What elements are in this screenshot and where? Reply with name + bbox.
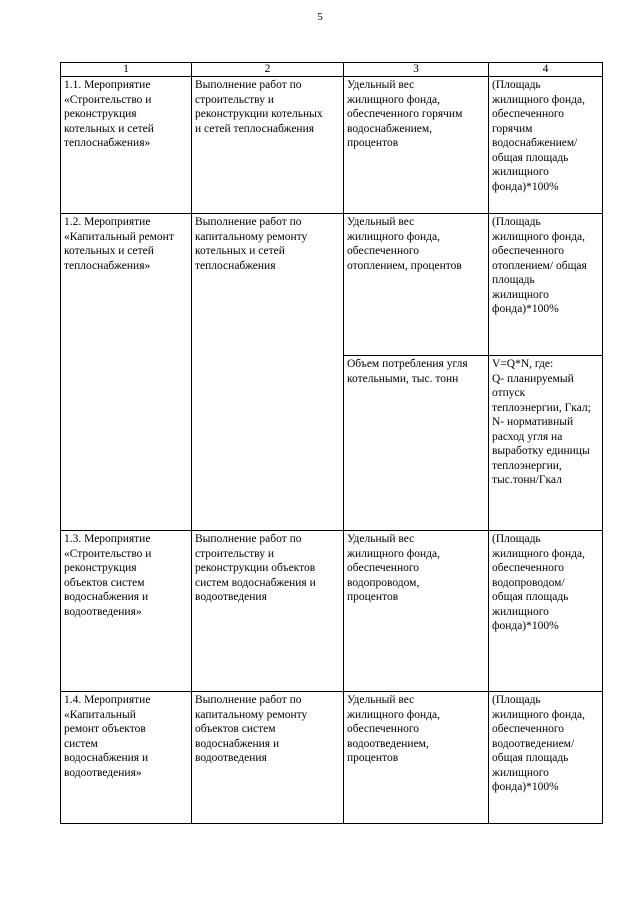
table-row [61,77,603,214]
measure-cell: 1.3. Мероприятие «Строительство и реконструкция объектов систем водоснабжения и водоотведения» [61,531,192,692]
indicator-cell: Удельный вес жилищного фонда, обеспеченного отоплением, процентов [344,214,489,356]
measure-cell: 1.4. Мероприятие «Капитальный ремонт объектов систем водоснабжения и водоотведения» [61,692,192,824]
indicator-cell: Удельный вес жилищного фонда, обеспеченного водопроводом, процентов [344,531,489,692]
column-header-1: 1 [61,63,192,77]
formula-cell: (Площадь жилищного фонда, обеспеченного водоотведением/ общая площадь жилищного фонда)*100% [489,692,603,824]
table-row [61,214,603,356]
table-header-row [61,63,603,77]
formula-cell: (Площадь жилищного фонда, обеспеченного горячим водоснабжением/ общая площадь жилищного фонда)*100% [489,77,603,214]
work-cell: Выполнение работ по капитальному ремонту объектов систем водоснабжения и водоотведения [192,692,344,824]
indicator-cell: Объем потребления угля котельными, тыс. тонн [344,356,489,531]
column-header-4: 4 [489,63,603,77]
indicator-cell: Удельный вес жилищного фонда, обеспеченного горячим водоснабжением, процентов [344,77,489,214]
indicator-cell: Удельный вес жилищного фонда, обеспеченного водоотведением, процентов [344,692,489,824]
page-number: 5 [317,11,323,23]
column-header-2: 2 [192,63,344,77]
measure-cell: 1.2. Мероприятие «Капитальный ремонт котельных и сетей теплоснабжения» [61,214,192,531]
column-header-3: 3 [344,63,489,77]
formula-cell: V=Q*N, где: Q- планируемый отпуск теплоэнергии, Гкал; N- нормативный расход угля на выработку единицы теплоэнергии, тыс.тонн/Гкал [489,356,603,531]
formula-cell: (Площадь жилищного фонда, обеспеченного отоплением/ общая площадь жилищного фонда)*100% [489,214,603,356]
work-cell: Выполнение работ по капитальному ремонту котельных и сетей теплоснабжения [192,214,344,531]
work-cell: Выполнение работ по строительству и реконструкции котельных и сетей теплоснабжения [192,77,344,214]
measures-table [60,62,603,824]
measure-cell: 1.1. Мероприятие «Строительство и реконструкция котельных и сетей теплоснабжения» [61,77,192,214]
table-row [61,692,603,824]
formula-cell: (Площадь жилищного фонда, обеспеченного водопроводом/ общая площадь жилищного фонда)*100% [489,531,603,692]
table-row [61,531,603,692]
work-cell: Выполнение работ по строительству и реконструкции объектов систем водоснабжения и водоотведения [192,531,344,692]
